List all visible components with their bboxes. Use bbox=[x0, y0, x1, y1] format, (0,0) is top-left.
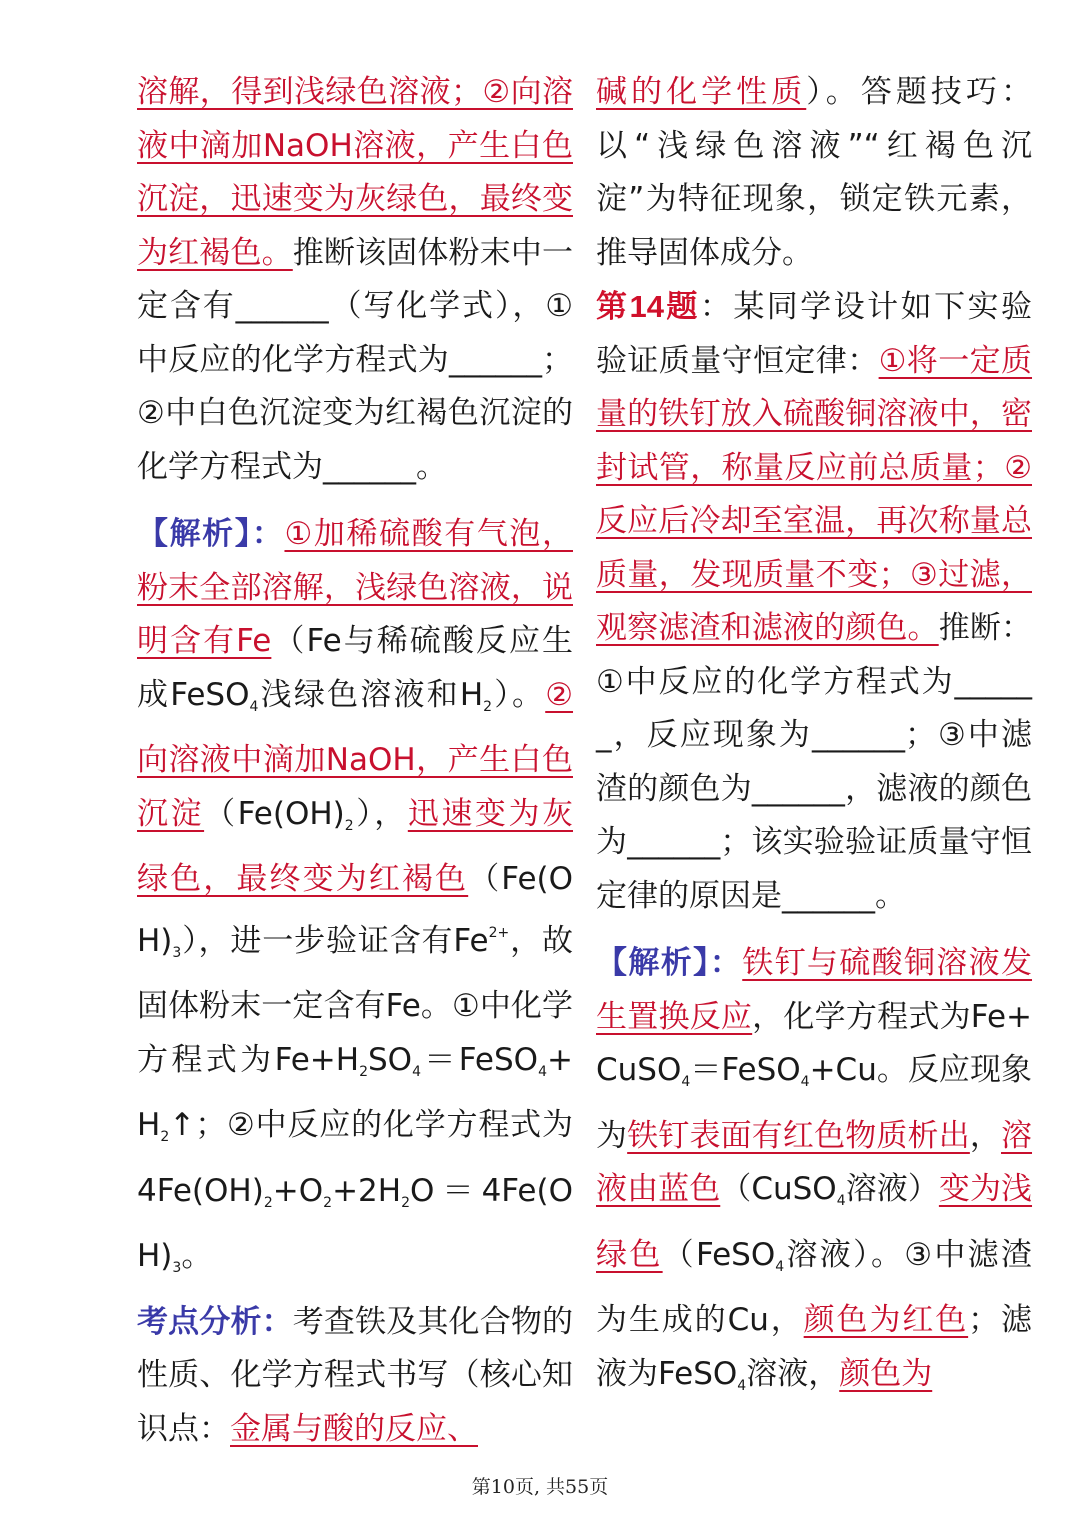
question-continuation bbox=[137, 66, 573, 494]
analysis-paragraph: 【解析】：铁钉与硫酸铜溶液发生置换反应，化学方程式为Fe+CuSO$_4$＝FeSO$_4$+Cu。反应现象为铁钉表面有红色物质析出，溶液由蓝色（CuSO$_4$溶液）变为浅绿色（FeSO$_4$溶液）。③中滤渣为生成的Cu，颜色为红色；滤液为FeSO$_4$溶液，颜色为 bbox=[596, 945, 1033, 1394]
highlight-text: 溶液由蓝色 bbox=[596, 1117, 1033, 1207]
highlight-text: 溶解，得到浅绿色溶液；②向溶液中滴加NaOH溶液，产生白色沉淀，迅速变为灰绿色，最终变为红褐色。 bbox=[137, 74, 573, 271]
highlight-text: ①将一定质量的铁钉放入硫酸铜溶液中，密封试管，称量反应前总质量；②反应后冷却至室温，再次称量总质量，发现质量不变；③过滤，观察滤渣和滤液的颜色。 bbox=[596, 342, 1033, 646]
analysis-paragraph: 【解析】：①加稀硫酸有气泡，粉末全部溶解，浅绿色溶液，说明含有Fe（Fe与稀硫酸反应生成FeSO$_4$浅绿色溶液和$H_2$）。②向溶液中滴加NaOH，产生白色沉淀$(Fe(OH)_2)$，迅速变为灰绿色，最终变为红褐色$(Fe(OH)_3)$，进一步验证含有$Fe^{2+}$，故固体粉末一定含有Fe。①中化学方程式为$Fe+H_2SO_4=FeSO_4+H_2↑$；②中反应的化学方程式为$4Fe(OH)_2+O_2+2H_2O=4Fe(OH)_3$。 bbox=[137, 516, 574, 1276]
left-column bbox=[137, 66, 573, 1456]
question-14: 第14题：某同学设计如下实验验证质量守恒定律：①将一定质量的铁钉放入硫酸铜溶液中，密封试管，称量反应前总质量；②反应后冷却至室温，再次称量总质量，发现质量不变；③过滤，观察滤渣和滤液的颜色。推断：①中反应的化学方程式为______，反应现象为______；③中滤渣的颜色为______，滤液的颜色为______；该实验验证质量守恒定律的原因是______。 bbox=[596, 289, 1033, 914]
highlight-text: 金属与酸的反应、 bbox=[230, 1410, 478, 1447]
analysis-label: 【解析】： bbox=[137, 516, 285, 552]
key-point-paragraph: 考点分析：考查铁及其化合物的性质、化学方程式书写（核心知识点：金属与酸的反应、 bbox=[137, 1303, 574, 1447]
highlight-text: 颜色为红色 bbox=[803, 1302, 969, 1338]
highlight-text: 铁钉表面有红色物质析出 bbox=[627, 1117, 970, 1154]
question-number: 第14题 bbox=[596, 289, 700, 324]
highlight-text: 铁钉与硫酸铜溶液发生置换反应 bbox=[596, 945, 1033, 1035]
highlight-text: ①加稀硫酸有气泡，粉末全部溶解，浅绿色溶液，说明含有Fe bbox=[137, 516, 573, 659]
key-point-label: 考点分析： bbox=[137, 1303, 293, 1340]
key-point-continuation: 碱的化学性质）。答题技巧：以“浅绿色溶液”“红褐色沉淀”为特征现象，锁定铁元素，推导固体成分。 bbox=[596, 74, 1032, 271]
highlight-text: 颜色为 bbox=[839, 1355, 933, 1392]
highlight-text: ②向溶液中滴加NaOH，产生白色沉淀 bbox=[137, 676, 574, 832]
highlight-text: 迅速变为灰绿色，最终变为红褐色 bbox=[137, 795, 573, 897]
page-number: 第10页, 共55页 bbox=[471, 1476, 609, 1498]
highlight-text: 碱的化学性质 bbox=[596, 74, 807, 110]
question-text: 推断该固体粉末中一定含有______（写化学式），①中反应的化学方程式为______；②中白色沉淀变为红褐色沉淀的化学方程式为______。 bbox=[137, 234, 574, 485]
highlight-text: 变为浅绿色 bbox=[596, 1171, 1033, 1273]
right-column bbox=[596, 66, 1032, 1413]
analysis-label: 【解析】： bbox=[596, 945, 743, 981]
